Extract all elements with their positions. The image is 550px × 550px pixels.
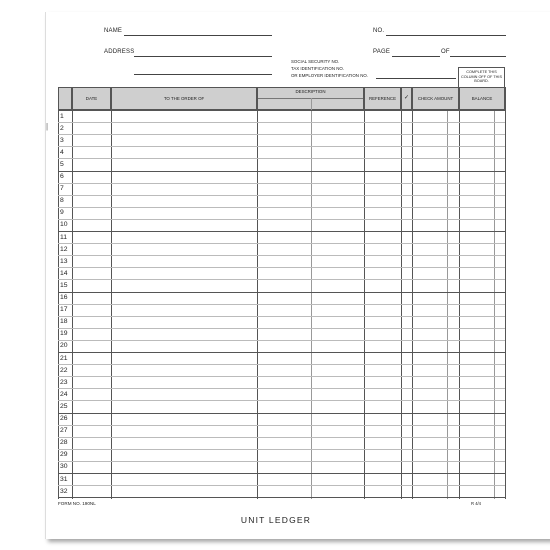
of-field[interactable] <box>450 56 506 57</box>
table-row[interactable] <box>58 146 505 147</box>
form-number: FORM NO. 190NL <box>58 501 96 506</box>
balance-header: BALANCE <box>459 87 505 110</box>
table-row[interactable] <box>58 449 505 450</box>
table-row[interactable] <box>58 316 505 317</box>
row-number: 10 <box>60 221 68 229</box>
table-row[interactable] <box>58 195 505 196</box>
row-number: 14 <box>60 269 68 277</box>
margin-mark: | <box>46 122 49 131</box>
row-number: 19 <box>60 330 68 338</box>
no-field[interactable] <box>386 35 506 36</box>
ledger-sheet <box>45 12 550 539</box>
address-field-1[interactable] <box>134 56 272 57</box>
complete-note-box: COMPLETE THIS COLUMN OFF OF THIS BOARD. <box>458 67 505 99</box>
ssn-line-1: SOCIAL SECURITY NO. <box>291 59 340 64</box>
row-number: 4 <box>60 148 64 156</box>
revision-code: R 4/4 <box>471 501 482 506</box>
page-label: PAGE <box>373 49 391 55</box>
table-row[interactable] <box>58 473 505 474</box>
row-number: 7 <box>60 185 64 193</box>
table-row[interactable] <box>58 328 505 329</box>
reference-header: REFERENCE <box>364 87 401 110</box>
table-row[interactable] <box>58 388 505 389</box>
description-header: DESCRIPTION <box>257 87 364 110</box>
table-row[interactable] <box>58 340 505 341</box>
table-row[interactable] <box>58 219 505 220</box>
grid-bottom-line <box>58 497 505 498</box>
order-header: TO THE ORDER OF <box>111 87 257 110</box>
table-row[interactable] <box>58 461 505 462</box>
row-number: 2 <box>60 124 64 132</box>
table-row[interactable] <box>58 425 505 426</box>
table-row[interactable] <box>58 364 505 365</box>
table-row[interactable] <box>58 231 505 232</box>
row-number: 29 <box>60 451 68 459</box>
table-row[interactable] <box>58 158 505 159</box>
row-number: 28 <box>60 439 68 447</box>
row-number: 1 <box>60 112 64 120</box>
row-number: 11 <box>60 233 68 241</box>
table-row[interactable] <box>58 122 505 123</box>
name-label: NAME <box>104 28 123 34</box>
table-row[interactable] <box>58 292 505 293</box>
address-label: ADDRESS <box>104 49 135 55</box>
row-number: 31 <box>60 475 68 483</box>
row-number: 5 <box>60 160 64 168</box>
table-row[interactable] <box>58 400 505 401</box>
row-number: 18 <box>60 318 68 326</box>
num-header <box>58 87 72 110</box>
ssn-block <box>291 58 368 79</box>
table-row[interactable] <box>58 255 505 256</box>
ssn-field[interactable] <box>376 78 456 79</box>
ledger-title: UNIT LEDGER <box>240 515 312 525</box>
row-number: 13 <box>60 257 68 265</box>
ledger-grid <box>58 87 505 499</box>
row-number: 17 <box>60 306 68 314</box>
table-row[interactable] <box>58 243 505 244</box>
table-row[interactable] <box>58 171 505 172</box>
table-row[interactable] <box>58 279 505 280</box>
check-amount-header: CHECK AMOUNT <box>412 87 459 110</box>
ssn-line-3: OR EMPLOYER IDENTIFICATION NO. <box>291 73 369 78</box>
row-number: 30 <box>60 463 68 471</box>
date-header: DATE <box>72 87 111 110</box>
row-number: 16 <box>60 294 68 301</box>
row-number: 3 <box>60 136 64 144</box>
row-number: 20 <box>60 342 68 350</box>
row-number: 9 <box>60 209 64 217</box>
row-number: 32 <box>60 487 68 495</box>
row-number: 26 <box>60 415 68 422</box>
ssn-line-2: TAX IDENTIFICATION NO. <box>291 66 345 71</box>
check-mark-header: ✓ <box>401 87 412 110</box>
name-field[interactable] <box>124 35 272 36</box>
row-number: 21 <box>60 354 68 362</box>
row-number: 27 <box>60 427 68 435</box>
table-row[interactable] <box>58 304 505 305</box>
row-number: 12 <box>60 245 68 253</box>
table-row[interactable] <box>58 267 505 268</box>
table-row[interactable] <box>58 413 505 414</box>
table-row[interactable] <box>58 110 505 111</box>
no-label: NO. <box>373 28 385 34</box>
table-row[interactable] <box>58 485 505 486</box>
address-field-2[interactable] <box>134 74 272 75</box>
row-number: 6 <box>60 173 64 180</box>
table-row[interactable] <box>58 376 505 377</box>
table-row[interactable] <box>58 134 505 135</box>
col-line <box>505 87 506 499</box>
row-number: 15 <box>60 281 68 289</box>
table-row[interactable] <box>58 207 505 208</box>
table-row[interactable] <box>58 352 505 353</box>
row-number: 8 <box>60 197 64 205</box>
table-row[interactable] <box>58 183 505 184</box>
row-number: 24 <box>60 390 68 398</box>
page-field[interactable] <box>392 56 440 57</box>
of-label: OF <box>441 49 450 55</box>
table-row[interactable] <box>58 437 505 438</box>
row-number: 23 <box>60 378 68 386</box>
row-number: 22 <box>60 366 68 374</box>
row-number: 25 <box>60 402 68 410</box>
